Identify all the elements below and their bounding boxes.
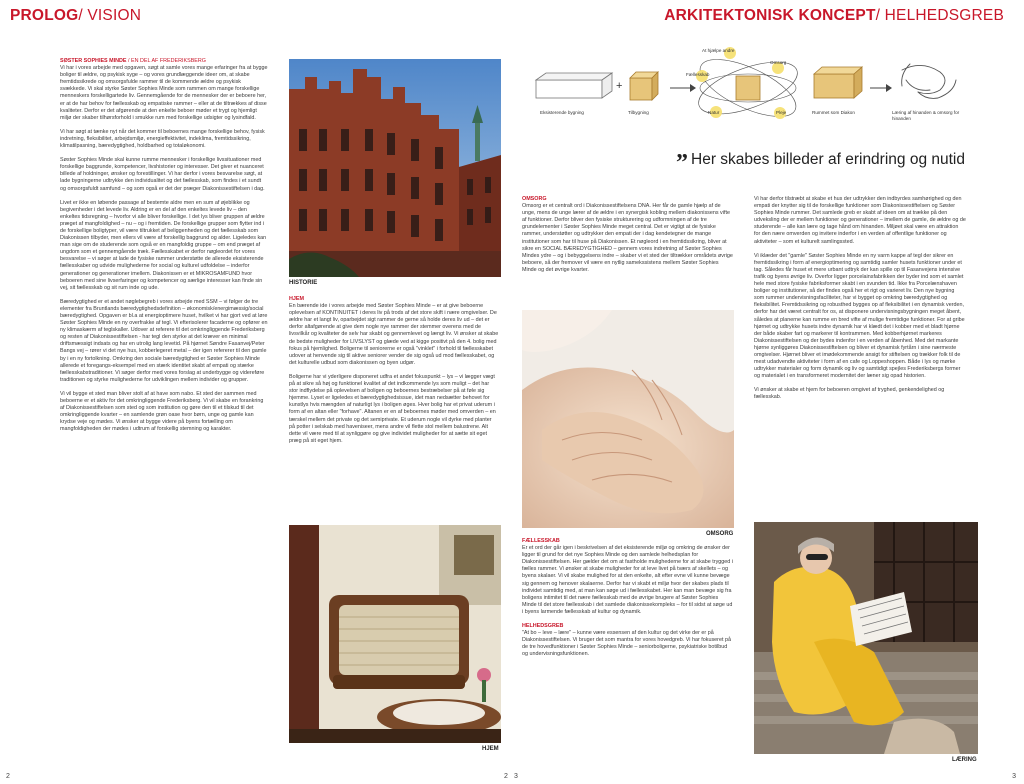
omsorg-photo [522, 310, 734, 528]
col1-intro [60, 58, 268, 122]
laering-photo [754, 522, 978, 754]
diagram-label-community: Fællesskab [686, 72, 710, 77]
diagram-label-helping: At hjælpe andre [702, 48, 735, 53]
col4-paragraph-2: Vi iklæder det "gamle" Søster Sophies Minde en ny varm kappe af tegl der sikrer en fremtidssikring i form af energioptimering og samtidig samler husets funktioner under et tag. Således får huset et mere urbant udtryk der kan spille op til Fasanvejens intensive trafik og byens øvrige liv. Overfor ligger porcelainsfabrikken der byder ind som et samlet hele med store fysiske fabriksformer skabt i en svunden tid. Ikke fra Porcelænshaven boliger og institutioner, så der findes også her et rigt og varieret liv. Den nye bygning som rummer undervisningsfaciliteter, har vi bygget op omkring bæredygtighed og fleksibilitet. Fremtidssikring og robusthed bygges op af fleksibilitet i en dynamisk verden, derfor har det været centralt for os, at disponere undervisningsbygningen meget åbent, således at planerne kan rumme en bred vifte af mulige fremtidige funktioner. For at gribe hjørnet og udtrykke husets indre dynamik har vi klædt det i kobber med et bladt hjørne der både skaber fart og markerer til kontrammen. Med kobberhjørnet markeres Diakonissestiftelsen og der bydes indenfor i en verden af åbenhed. Med det markante hjørne synliggøres Diakonissestiftelsen og bliver et dynamisk fyrtårn i sine nærmeste omgivelser. Hjørnet bliver et imødekommende ansigt for stiftelsen og trækker folk til de mest udadvendte aktiviteter i form af en cafe og Loppeshoppen. Både i lys og mørke udtrykker materialer og form dynamik og liv og samtidigt spejles Frederiksbergs former og materialet i en transformeret modernitet der læner sig opad historien. [754, 252, 965, 380]
faelles-text-column [522, 538, 734, 748]
faelles-paragraph-1: Er et ord der går igen i beskrivelsen af det eksisterende miljø og omkring de ønsker der ligger til grund for det nye Sophies Minde og den samlede helhedsplan for Diakonissestiftelsen. Her gælder det om at fastholde mulighederne for at skabe trygged i fælles rammer. Vi ønsker at skabe muligheder for at leve livet på tværs af skellets – og byens skalaer. Vi vil skabe mulighed for at den enkelte, alt efter evne vil kunne bevæge sig gennem og henover skalaerne. Derfor har vi skabt et miljø hvor der skabes plads til individet samtidig med, at man kan søge ud i fællesskabet. Her kan man bevæge sig fra boligens intimitet til det nære fællesskab med de øvrige brugere af Søster Sophies Minde til det store fællesskab i det samlede diakonissekompleks – for til sidst at søge ud i byens larmende fællesskab af kultur og dynamik. [522, 545, 733, 615]
diagram-label-room: Rummet som Diakon [812, 110, 855, 115]
omsorg-heading: OMSORG [522, 196, 547, 202]
right-header [664, 7, 1004, 25]
col1-paragraph-5: Bæredygtighed er et andet nøglebegreb i vores arbejde med SSM – vi følger de tre elementer fra Bruntlands bæredygtighedsdefinition – økonomisk/energimæssig/social bæredygtighed. Opgaven er bl.a at energioptimere huset, hvilket vi har gjort ved at løre Søster Sophies Minde en ny overfrakke af tegl. Vi efterisolerer facaderne og opfører en ny klimaskærm af teglskaller. Udover at referere til det omkringliggende Frederiksberg og resten af Diakonissestiftelsen - har tegl den styrke at det kræver en minimal driftsmæssigt indsats og har en utrolig lang levetid. På hjørnet Søndre Fasanvej/Peter Bangs vej – rører vi det nye hus, kobberlegeret metal – der igen refererer til den gamle by i en ny fortolkning. Omkring den sociale bæredygtighed er Søster Sophies Minde allerede et foregangs-eksempel med en stærk identitet skabt af empati og stærke fællesskabstraditioner. Vi søger derfor med vores forslag at underbygge og videreføre traditionen og styrke mulighederne for udviklingen mellem individer og grupper. [60, 298, 268, 383]
left-header-title: PROLOG [10, 7, 79, 24]
hjem-paragraph-2: Boligerne har vi yderligere disponeret udfra et andet fokuspunkt – lys – vi lægger vægt på at sikre så høj og funktionel kvalitet af det indkommende lys som muligt – det har stor indflydelse på oplevelsen af boligen og beboernes bestræbelser på at føle sig hjemme. Lyset er ligeledes et bæredygtighedsissue, idet man nedsætter behovet for kunstlys hvis mængden af naturligt lys i boligen øges. Hver bolig har et privat uderum i form af en altan eller "forhave". Altanen er en af beboernes møder med omverden – en tærskel mellem det private og det semiprivate. Et uderum nogle vil dyrke med planter på potter i selskab med haveniseer, mens andre vil flette stol mellem balustrene. Alt dette vil være med til at synliggøre og give individet muligheder for at sætte sit eget præg på sit eget hjem. [289, 373, 496, 444]
col1-heading: SØSTER SOPHIES MINDE [60, 58, 127, 64]
diagram-label-addition: Tilbygning [628, 110, 649, 115]
omsorg-section [522, 196, 734, 274]
col1-paragraph-2: Vi har søgt at tænke nyt når det kommer til beboernes mange forskellige behov, fysisk indretning, fleksibilitet, arbejdsmiljø, energieffektivitet, indeklima, fremtidssikring, klimatilpasning, bæredygtighed, holdbarhed og totaløkonomi. [60, 128, 265, 150]
hjem-heading: HJEM [289, 296, 304, 302]
page-number-right: 3 [1012, 773, 1016, 780]
concept-diagram [530, 40, 1000, 135]
faelles-heading: FÆLLESSKAB [522, 538, 560, 544]
diagram-label-nature: Natur [708, 110, 720, 115]
laering-caption: LÆRING [952, 757, 977, 763]
pull-quote-text: Her skabes billeder af erindring og nutid [691, 151, 965, 168]
omsorg-text-column [522, 196, 734, 300]
hjem-text-column [289, 296, 499, 516]
quote-mark-icon: ” [676, 150, 688, 176]
historie-caption: HISTORIE [289, 280, 318, 286]
hjem-photo [289, 525, 501, 743]
diagram-label-learning: Læring af hinanden & omsorg for hinanden [892, 110, 960, 121]
right-header-title: ARKITEKTONISK KONCEPT [664, 7, 876, 24]
col1-paragraph-1: Vi har i vores arbejde med opgaven, søgt at samle vores mange erfaringer fra at bygge boliger til ældre, og psykisk syge – og vores grundlæggende ideer om, at skabe fremtidssikrede og omsorgsfulde rammer til de kommende ældre og psykisk svækkede. Vi skal styrke Søster Sophies Minde som rammen om mange forskellige menneskers forskelligartede liv. Gennemgående for de mennesker der er beboere her, er at de har behov for fællesskab og empatiske rammer – eller at de tiltrækkes af disse kvaliteter. Derfor er det afgørende at den enkelte beboer møder et trygt og hjemligt miljø der skaber tilhørsforhold i smukke rum med forskellige udsigter og lysindfald. [60, 65, 268, 121]
left-header-sub: VISION [87, 7, 142, 24]
left-text-column [60, 58, 268, 708]
diagram-label-care: Omsorg [770, 60, 787, 65]
col1-paragraph-3: Søster Sophies Minde skal kunne rumme mennesker i forskellige livssituationer med forskellige baggrunde, kompetencer, livshistorier og interesser. Det giver et nuanceret billede af holdninger, ønsker og forestillinger. Vi har derfor i vores besvarelse søgt, at lade bygningerne udtrykke den individualitet og det fællesskab, som findes i et sundt og omsorgsfuldt samfund – og som også er det der præger Diakonissestiftelsen i dag. [60, 157, 265, 192]
hjem-paragraph-1: En bærende ide i vores arbejde med Søster Sophies Minde – er at give beboerne oplevelsen af KONTINUITET i deres liv på trods af det store skift i nære omgivelser. De ældre har et langt liv, oparbejdet sigt rammer de gerne så holde deres liv ud – det er derfor altafgørende at give dem nogle nye rammer der stemmer overens med de livsvilkår og kvaliteter de selv har skabt og gennemlevet og længt liv. Vi ønsker at skabe de bedste muligheder for LIVSLYST og glæde ved at kigge positivt på den 4. bolig med fokus på hjemlighed. Boligerne til seniorerne er også "vinklet" i forhold til fællesskabet udover at henvende sig til aktive seniorer vender de sig også ud mod fællesskabet, og det kulturelle udbud som diakonissen og byen udgør. [289, 303, 499, 366]
pull-quote [676, 144, 965, 176]
helhed-heading: HELHEDSGREB [522, 623, 564, 630]
omsorg-caption: OMSORG [706, 531, 734, 537]
omsorg-paragraph-1: Omsorg er et centralt ord i Diakonissestiftelsens DNA. Her får de gamle hjælp af de unge, mens de unge lærer af de ældre i en synergisk kobling mellem diakonissens vifte af funktioner. Derfor bliver den fysiske strukturering og udformningen af de tre grundelementer i Søster Sophies Minde meget central. Det er vigtigt at de fysiske rammer, understøtter og udtrykker den empati der i dag kendetegner de mange institutioner som har til huse på Diakonissen. Et nøgleord i en fremtidssikring, bliver at sikre en SOCIAL BÆREDYGTIGHED – gennem vores indretning af Søster Sophies Mindes ydre – og i bebyggelsens indre – skaber vi et sted der tiltrækker områdets øvrige beboere, så der fremover vil være en nytlig samekssistens mellem Søster Sophies Minde og det øvrige kvarter. [522, 203, 733, 273]
col4-paragraph-1: Vi har derfor tilstræbt at skabe et hus der udtrykker den indbyrdes samhørighed og den empati der knytter sig til de forskellige funktioner som Diakonissestiftelsen og Søster Sophies Minde rummer. Det samlede greb er skabt af ideen om at trække på den udveksling der er mellem funktioner og generationer – imellem de gamle, de ældre og de studerende – alle kan lære og tage hånd om hinanden. Miljøet skal være en attraktion for den nære omverden og invitere inderfor i en verden af offentlige funktioner og aktiviteter – som et kulturelt samlingssted. [754, 196, 966, 245]
right-header-sep: / [875, 7, 885, 24]
helhed-section [522, 623, 734, 658]
page-number-center-right: 3 [514, 773, 518, 780]
historie-photo [289, 59, 501, 277]
left-header-sep: / [78, 7, 88, 24]
col1-paragraph-6: Vi vil bygge et sted man bliver stolt af at have som nabo. Et sted der sammen med beboerne er et aktiv for det omkringliggende Frederiksberg. Vi vil skabe en forankring af Diakonissestiftelsen som sted og som institution og gøre den til et tilskud til det omkringliggende kvarter – en samlende grøn oase hvor børn, unge og gamle kan krydse veje og mødes. Vi ønsker at bygge videre på byens fortælling om mangfoldigheden der mødes i udtrum af forskellig stemning og karakter. [60, 390, 264, 433]
hjem-section [289, 296, 499, 367]
helhed-paragraph-1: "At bo – leve – lære" – kunne være essensen af den kultur og det virke der er på Diakonissestiftelsen. Vi bruger det som mantra for vores hovedgreb. Vi har fokuseret på de tre hovedfunktioner i Søster Sophies Minde – seniorboligerne, psykiatriske botilbud og undervisningsfunktionen. [522, 630, 731, 658]
diagram-label-plus: + [616, 80, 623, 92]
col1-heading-sub: / EN DEL AF FREDERIKSBERG [126, 58, 206, 64]
left-header [10, 7, 141, 25]
col1-paragraph-4: Livet er ikke en løbende passage af bestemte aldre men en sum af øjeblikke og begivenheder i det levede liv. Aldring er en del af den enkeltes levede liv – den enkeltes tidsregning – hvorfor vi alle bliver forskellige. I det lys bliver gruppen af ældre præget af mangfoldighed – nu – og i fremtiden. De forskellige grupper som flytter ind i de forskellige boligtyper, vil være tiltrukket af beliggenheden og det fællesskab som Diakonissen tilbyder, men ellers vil være af forskellig baggrund og alder. Ligeledes kan man sige om de studerende som også er en mangfoldig gruppe – om end præget af ungdom som et gennemgående træk. Fællesskabet er derfor nøgleordet for vores besvarelse – vi søger at lade de fysiske rammer understøtte de allerede eksisterende fællesskaber og udvide mulighederne for social og kulturel udfoldelse – inderfor generationer og generationer imellem. Diakonissen er et MIKROSAMFUND hvor beboeren med sine livserfaringer og kompetencer og særlige interesser kan finde sin vej, sit fællesskab og sit rum inde og ude. [60, 199, 267, 291]
diagram-label-existing: Eksisterende bygning [540, 110, 584, 115]
faelles-section [522, 538, 734, 616]
right-header-sub: HELHEDSGREB [884, 7, 1004, 24]
page-number-left: 2 [6, 773, 10, 780]
diagram-label-care2: Pleje [776, 110, 787, 115]
right-text-column [754, 196, 966, 514]
page-number-center-left: 2 [504, 773, 508, 780]
hjem-caption: HJEM [482, 746, 499, 752]
col4-paragraph-3: Vi ønsker at skabe et hjem for beboeren omgivet af tryghed, genkendelighed og fællesskab. [754, 387, 945, 401]
